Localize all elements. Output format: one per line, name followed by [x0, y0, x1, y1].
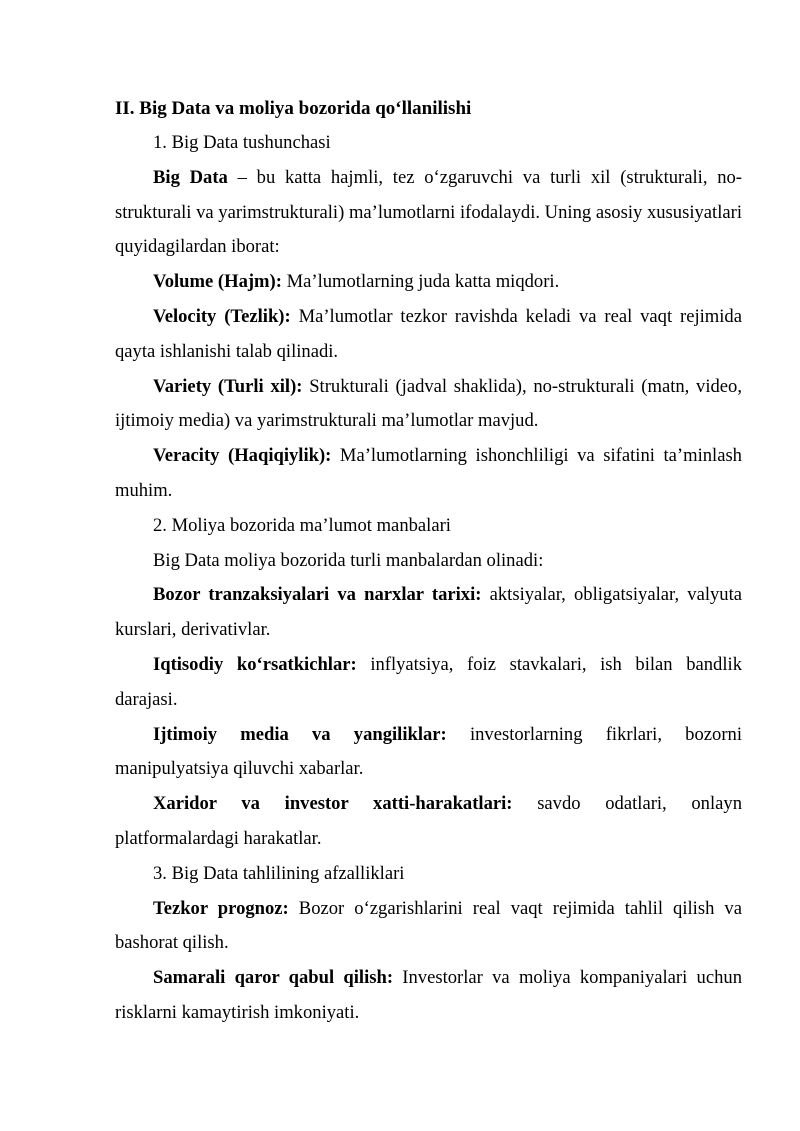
- term: Xaridor va investor xatti-harakatlari:: [153, 793, 513, 815]
- subsection-title-1: 1. Big Data tushunchasi: [153, 132, 331, 153]
- paragraph-customer-behavior: Xaridor va investor xatti-harakatlari: savdo odatlari, onlayn platformalardagi harakatlar.: [115, 793, 742, 849]
- term: Samarali qaror qabul qilish:: [153, 967, 394, 989]
- document-page: [115, 92, 742, 1031]
- term: Big Data: [153, 166, 228, 188]
- paragraph-big-data: Big Data – bu katta hajmli, tez o‘zgaruvchi va turli xil (strukturali, no-strukturali va yarimstrukturali) ma’lumotlarni ifodalaydi. Uning asosiy xususiyatlari quyidagilardan iborat:: [115, 166, 743, 258]
- paragraph-economic-indicators: Iqtisodiy ko‘rsatkichlar: inflyatsiya, foiz stavkalari, ish bilan bandlik darajasi.: [115, 653, 742, 710]
- term: Tezkor prognoz:: [153, 897, 289, 919]
- paragraph-veracity: Veracity (Haqiqiylik): Ma’lumotlarning ishonchliligi va sifatini ta’minlash muhim.: [115, 445, 742, 501]
- paragraph-velocity: Velocity (Tezlik): Ma’lumotlar tezkor ravishda keladi va real vaqt rejimida qayta ishlanishi talab qilinadi.: [115, 305, 742, 362]
- section-heading: II. Big Data va moliya bozorida qo‘llanilishi: [115, 98, 472, 119]
- paragraph-volume: Volume (Hajm): Ma’lumotlarning juda katta miqdori.: [153, 271, 560, 293]
- paragraph-fast-forecast: Tezkor prognoz: Bozor o‘zgarishlarini real vaqt rejimida tahlil qilish va bashorat qilish.: [115, 897, 742, 954]
- paragraph-variety: Variety (Turli xil): Strukturali (jadval shaklida), no-strukturali (matn, video, ijtimoiy media) va yarimstrukturali ma’lumotlar mavjud.: [115, 375, 742, 432]
- subsection-title-3: 3. Big Data tahlilining afzalliklari: [153, 862, 405, 884]
- term: Velocity (Tezlik):: [153, 305, 291, 327]
- term: Ijtimoiy media va yangiliklar:: [153, 723, 447, 745]
- paragraph-decision-making: Samarali qaror qabul qilish: Investorlar va moliya kompaniyalari uchun risklarni kamaytirish imkoniyati.: [115, 967, 742, 1023]
- term: Bozor tranzaksiyalari va narxlar tarixi:: [153, 584, 482, 606]
- term: Volume (Hajm):: [153, 271, 282, 293]
- paragraph-market-transactions: Bozor tranzaksiyalari va narxlar tarixi: aktsiyalar, obligatsiyalar, valyuta kurslari, derivativlar.: [115, 584, 742, 641]
- paragraph-sources-intro: Big Data moliya bozorida turli manbalardan olinadi:: [153, 549, 544, 571]
- subsection-title-2: 2. Moliya bozorida ma’lumot manbalari: [153, 514, 451, 536]
- term: Variety (Turli xil):: [153, 375, 303, 397]
- term: Veracity (Haqiqiylik):: [153, 445, 332, 467]
- term: Iqtisodiy ko‘rsatkichlar:: [153, 653, 357, 675]
- paragraph-social-media: Ijtimoiy media va yangiliklar: investorlarning fikrlari, bozorni manipulyatsiya qiluvchi xabarlar.: [115, 723, 742, 780]
